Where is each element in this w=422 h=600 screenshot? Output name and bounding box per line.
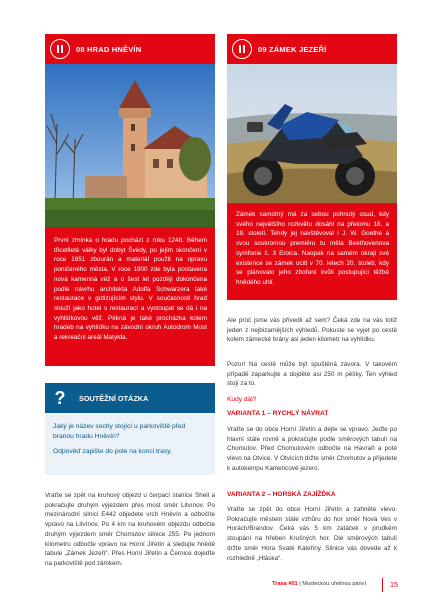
poi-header-zamek-jezeri [227,34,397,64]
variant-1-title: VARIANTA 1 – RYCHLÝ NÁVRAT [227,410,329,417]
intro-text: Ale proč jsme vás přivedli až sem? Čeká zde na vás totiž jeden z nejbizarnějších výhledů. Pokuste se vyjet po cestě kolem zámecké brány asi jeden kilometr na vyhlídku. [227,317,397,344]
photo-hrad-hnevin [45,64,215,227]
variant-2-text: Vraťte se zpět do obce Horní Jiřetín a zahněte vlevo. Pokračujte městem stále vzhůru do hor směr Nová Ves v Horách/Brandov. Čeká vás 5 km zatáček v prudkém stoupání na hřeben Krušných hor. Dle směrových tabulí držte směr Hora Svaté Kateřiny. Silnice vás dovede až k rozhledně „Hláska“. [227,506,397,562]
page-footer [0,578,422,594]
poi-text-box-left [45,227,215,366]
poi-text-box-right [227,203,397,300]
pause-icon [232,39,252,59]
poi-title: 09 ZÁMEK JEZEŘÍ [258,44,327,54]
route-label: Trasa #01 [272,581,298,587]
poi-header-hrad-hnevin [45,34,215,64]
variant-1-text: Vraťte se do obce Horní Jiřetín a dejte se vpravo. Jeďte po hlavní stále rovně a pokračujte podle směrových tabulí na Chomutov. Před Chomutovem odbočte na Havraň a poté vlevo na Otvice. V Otvicích držte směr Chomutov a přijedete k autokempu Kamencové jezero. [227,426,397,472]
route-label-group [272,581,366,587]
quiz-body [45,413,215,475]
poi-description: Zámek samotný má za sebou pohnutý osud, kdy svého největšího rozkvětu dosáhl na přelomu 18. a 19. století. Tehdy jej navštěvoval i J. W. Goethe a svou soukromou premiéru tu měla Beethovenova symfonie č. 3 Eroica. Naopak na samém okraji své existence se zámek ocitl v 70. letech 20. století, kdy se plánovalo jeho zboření kvůli postupující těžbě hnědého uhlí. [236,211,389,286]
question-mark-icon: ? [54,387,66,408]
quiz-instruction: Odpověď zapište do pole na konci trasy. [53,448,172,455]
variant-2-title: VARIANTA 2 – HORSKÁ ZAJÍŽĎKA [227,491,336,498]
quiz-question: Jaký je název sochy stojící u parkoviště před branou hradu Hněvín? [53,423,186,440]
quiz-title: SOUTĚŽNÍ OTÁZKA [79,393,149,403]
poi-description: První zmínka o hradu pochází z roku 1248. Během třicetileté války byl dobyt Švédy, po jejím skončení v roce 1651 zbourán a materiál použit na opravu poničeného města. V roce 1900 zde byla postavena nová kamenná věž a o šest let později dokončena podle návrhu architekta Adolfa Schwarzera také restaurace v gotizujícím stylu. V současnosti hrad slouží jako hotel s restaurací a vystoupat se dá i na vyhlídkovou věž. Pěkná je také procházka kolem hradeb na vyhlídku na závodní okruh Autodrom Most a rekreační areál Matylda. [54,237,207,342]
pause-icon [50,39,70,59]
photo-motorcycle-view [227,64,397,203]
page-number: 15 [390,580,398,589]
warning-text: Pozor! Na cestě může být spuštěná závora. V takovém případě zaparkujte a dojděte asi 250 m pěšky. Ten výhled stojí za to. [227,361,397,388]
footer-divider [382,578,383,592]
quiz-header [45,383,215,413]
poi-title: 08 HRAD HNĚVÍN [76,44,142,54]
footer-separator: | [299,581,301,587]
next-question: Kudy dál? [227,396,257,403]
route-directions: Vraťte se zpět na kruhový objezd u čerpací stanice Shell a pokračujte druhým výjezdem přes most směr Litvínov. Po mezinárodní silnici E442 objedete vrch Hněvín a odbočíte vpravo na Litvínov. Po 4 km na kruhovém objezdu odbočte druhým výjezdem směr Chomutov silnice 255. Po jednom kilometru odbočte vpravo na Horní Jiřetín a sledujte hnědé tabule „Zámek Jezeří“. Přes Horní Jiřetín a Černice dojeďte na parkoviště pod zámkem. [45,492,215,567]
route-name: Mosteckou uhelnou pánví [302,581,366,587]
